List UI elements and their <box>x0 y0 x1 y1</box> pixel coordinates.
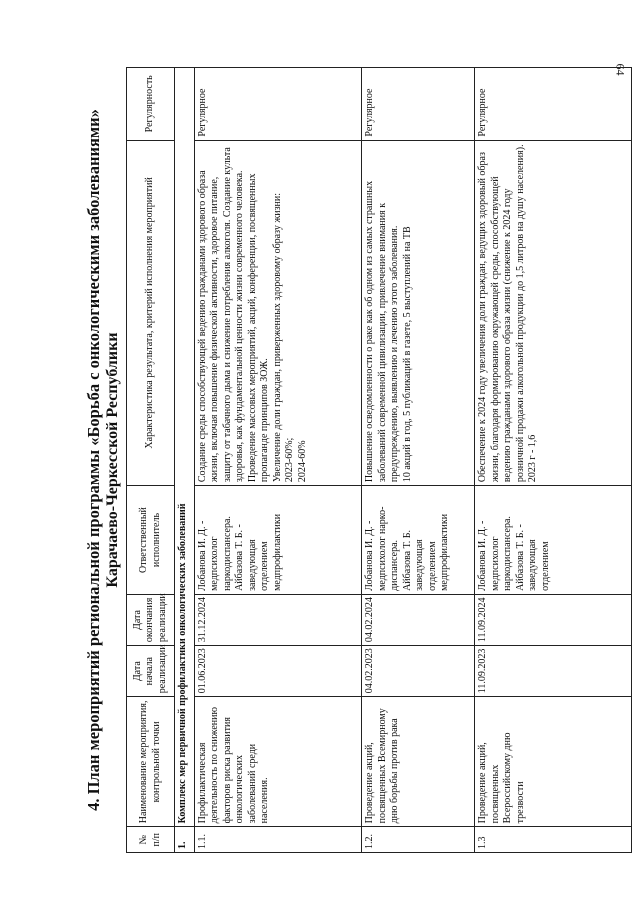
header-no: № п/п <box>127 827 175 853</box>
responsible-line: наркодиспансера. <box>221 516 233 591</box>
row-regularity: Регулярное <box>475 68 632 141</box>
responsible-line: Лобанова И. Д. - <box>477 520 489 591</box>
responsible-line: заведующая <box>414 539 426 591</box>
responsible-line: диспансера. <box>389 539 401 591</box>
row-start-date: 01.06.2023 <box>194 646 361 697</box>
responsible-line: заведующая <box>527 539 539 591</box>
row-responsible <box>475 486 632 595</box>
responsible-line: отделением <box>259 541 271 591</box>
row-number: 1.1. <box>194 827 361 853</box>
header-regularity: Регулярность <box>127 68 175 141</box>
row-number: 1.2. <box>362 827 475 853</box>
responsible-line: Лобанова И. Д. - <box>196 520 208 591</box>
header-name: Наименование мероприятия, контрольной точки <box>127 697 175 827</box>
responsible-line: отделением <box>539 541 551 591</box>
table-row <box>194 68 361 853</box>
activity-plan-table <box>126 67 632 853</box>
section-row <box>175 68 195 853</box>
title-line-1: 4. План мероприятий региональной программы «Борьба с онкологическими заболеваниями» <box>84 109 103 811</box>
row-start-date: 04.02.2023 <box>362 646 475 697</box>
characteristic-line: 2023 г - 1,6 <box>527 434 539 483</box>
row-end-date: 04.02.2024 <box>362 594 475 645</box>
characteristic-line: Создание среды способствующей ведению гражданами здорового образа жизни, включая повышение физической активности, здоровое питание, защиту от табачного дыма и снижение потребления алкоголя. Создание культа здоровья, как фундаментальной ценности жизни современного человека. <box>196 147 246 483</box>
table-header-row <box>127 68 175 853</box>
header-characteristic: Характеристика результата, критерий исполнения мероприятий <box>127 140 175 486</box>
responsible-line: отделением <box>426 541 438 591</box>
row-regularity: Регулярное <box>362 68 475 141</box>
responsible-line: заведующая <box>246 539 258 591</box>
table-row <box>475 68 632 853</box>
row-characteristic <box>362 140 475 486</box>
responsible-line: Айбазова Т. Б. - <box>234 524 246 591</box>
row-characteristic <box>475 140 632 486</box>
responsible-line: Лобанова И. Д. - <box>364 520 376 591</box>
responsible-line: медпсихолог нарко- <box>376 506 388 591</box>
rotated-page-content <box>84 67 632 853</box>
header-start-date: Дата начала реализации <box>127 646 175 697</box>
characteristic-line: 10 акций в год, 5 публикаций в газете, 5 выступлений на ТВ <box>401 226 413 483</box>
row-responsible <box>362 486 475 595</box>
row-number: 1.3 <box>475 827 632 853</box>
row-responsible <box>194 486 361 595</box>
responsible-line: Айбазова Т. Б. - <box>514 524 526 591</box>
title-line-2: Карачаево-Черкесской Республики <box>104 332 121 588</box>
responsible-line: наркодиспансера. <box>502 516 514 591</box>
characteristic-line: Обеспечение к 2024 году увеличения доли граждан, ведущих здоровый образ жизни, благодаря формированию окружающей среды, способствующей ведению гражданами здорового образа жизни (снижение к 2024 году розничной продажи алкогольной продукции до 1,5 литров на душу населения). <box>477 144 526 483</box>
responsible-line: медпсихолог <box>489 536 501 591</box>
row-end-date: 31.12.2024 <box>194 594 361 645</box>
characteristic-line: 2023-60%; <box>284 437 296 483</box>
page-number: 64 <box>613 63 628 76</box>
responsible-line: медпрофилактики <box>439 513 451 591</box>
characteristic-line: Проведение массовых мероприятий, акций, конференции, посвященных пропаганде принципов ЗОЖ. <box>246 173 271 483</box>
row-end-date: 11.09.2024 <box>475 594 632 645</box>
row-characteristic <box>194 140 361 486</box>
responsible-line: Айбазова Т. Б. <box>401 530 413 591</box>
header-responsible: Ответственный исполнитель <box>127 486 175 595</box>
table-row <box>362 68 475 853</box>
characteristic-line: 2024-60% <box>296 440 308 483</box>
row-name: Проведение акций, посвященных Всероссийскому дню трезвости <box>475 697 632 827</box>
row-start-date: 11.09.2023 <box>475 646 632 697</box>
row-name: Профилактическая деятельность по снижению факторов риска развития онкологических заболеваний среди населения. <box>194 697 361 827</box>
characteristic-line: Повышение осведомленности о раке как об одном из самых страшных заболеваний современной цивилизации, привлечение внимания к предупреждению, выявлению и лечению этого заболевания. <box>364 180 401 483</box>
section-label: Комплекс мер первичной профилактики онкологических заболеваний <box>175 68 195 827</box>
row-name: Проведение акций, посвященных Всемирному дню борьбы против рака <box>362 697 475 827</box>
document-title <box>84 67 124 853</box>
responsible-line: медпсихолог <box>209 536 221 591</box>
header-end-date: Дата окончания реализации <box>127 594 175 645</box>
characteristic-line: Увеличение доли граждан, приверженных здоровому образу жизни: <box>271 192 283 483</box>
row-regularity: Регулярное <box>194 68 361 141</box>
section-number: 1. <box>175 827 195 853</box>
responsible-line: медпрофилактики <box>271 513 283 591</box>
